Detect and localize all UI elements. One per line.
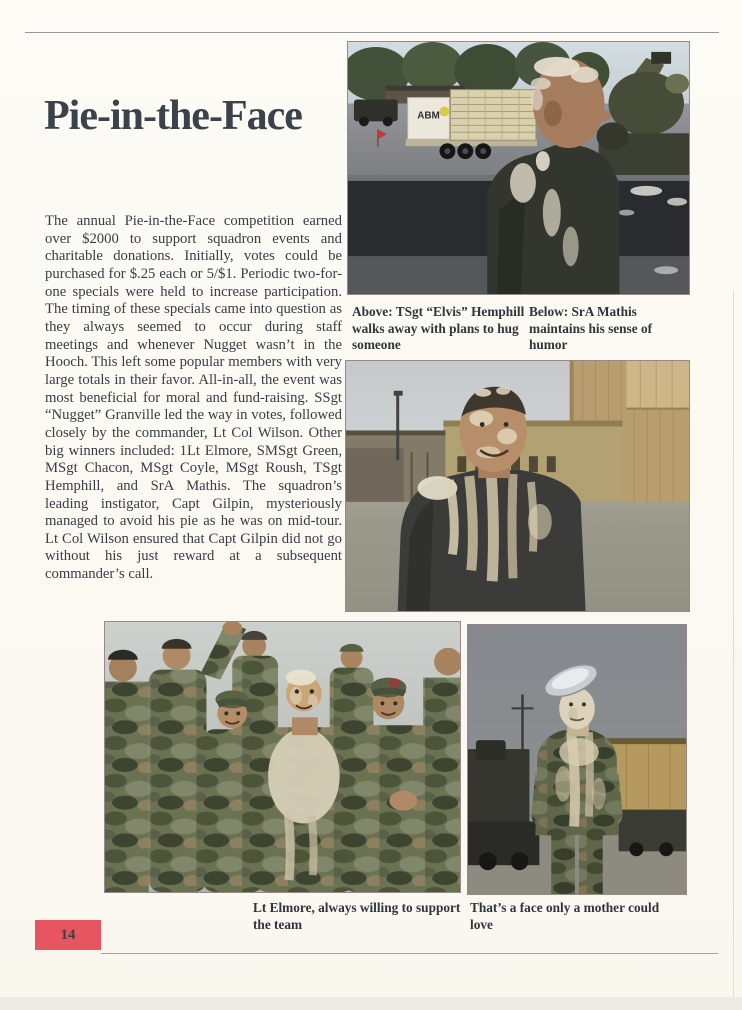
photo-mathis (345, 360, 690, 612)
scan-edge-right (733, 290, 734, 1000)
caption-hemphill: Above: TSgt “Elvis” Hemphill walks away with plans to hug someone (352, 304, 525, 353)
page-title: Pie-in-the-Face (44, 93, 302, 139)
photo-group-elmore (104, 621, 461, 893)
article-body: The annual Pie-in-the-Face competition earned over $2000 to support squadron events and charitable donations. Initially, votes could be purchased for $.25 each or 5/$1. Periodic two-for-one specials were held to increase participation. The timing of these specials came into question as they always seemed to occur during staff meetings and whenever Nugget wasn’t in the Hooch. This left some popular members with very large totals in their favor. All-in-all, the event was most beneficial for moral and fund-raising. SSgt “Nugget” Granville led the way in votes, followed closely by the commander, Lt Col Wilson. Other big winners included: 1Lt Elmore, SMSgt Green, MSgt Chacon, MSgt Coyle, MSgt Roush, TSgt Hemphill, and SrA Mathis. The squadron’s leading instigator, Capt Gilpin, mysteriously managed to avoid his pie as he was on mid-tour. Lt Col Wilson ensured that Capt Gilpin did not go without his just reward at a subsequent commander’s call. (45, 213, 342, 583)
bottom-rule-line (101, 953, 718, 954)
top-rule-line (25, 32, 719, 33)
photo-pie-tin-illustration (468, 625, 686, 894)
page-number-badge (35, 920, 101, 950)
scan-edge-bottom (0, 997, 742, 1010)
photo-pie-tin-man (467, 624, 687, 895)
truck-sign-text: ABM (417, 110, 440, 122)
photo-hemphill-illustration (348, 42, 689, 294)
photo-mathis-illustration (346, 361, 689, 611)
caption-elmore: Lt Elmore, always willing to support the team (253, 900, 461, 932)
caption-mathis: Below: SrA Mathis maintains his sense of humor (529, 304, 653, 353)
caption-mother-love: That’s a face only a mother could love (470, 900, 660, 932)
page-number: 14 (60, 926, 76, 943)
photo-group-illustration (105, 622, 460, 892)
photo-hemphill-walking (347, 41, 690, 295)
